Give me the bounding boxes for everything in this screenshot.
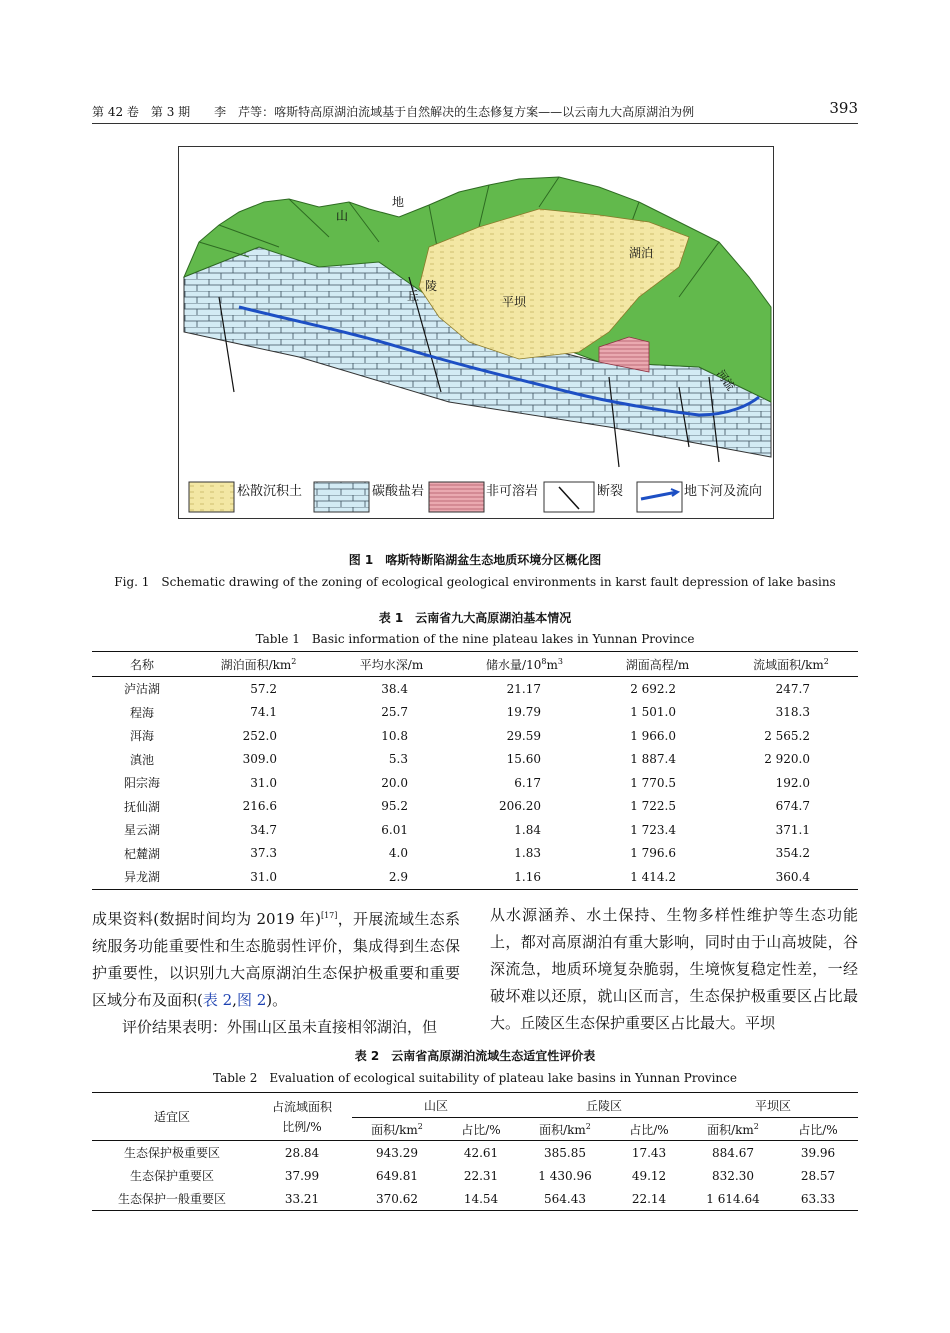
table2-value-cell: 39.96 (800, 1145, 836, 1160)
figure-illustration (179, 147, 773, 518)
table1-value-cell: 74.1 (250, 705, 277, 720)
table1-header-storage: 储水量$/10^8m^3$ (458, 652, 591, 677)
table1-row (92, 677, 858, 701)
table1-value-cell: 360.4 (724, 865, 858, 889)
table1-value-cell: 4.0 (388, 846, 408, 861)
table1-value-cell: 6.01 (381, 822, 408, 837)
table2-value-cell: 33.21 (252, 1187, 352, 1211)
label-shan: 山 (336, 209, 349, 223)
table1-value-cell: 1 966.0 (630, 728, 676, 743)
lake-name-cell: 程海 (129, 705, 154, 720)
table1-value-cell: 2.9 (325, 865, 458, 889)
table2-value-cell: 28.84 (284, 1145, 320, 1160)
table1-value-cell: 1 887.4 (630, 752, 676, 767)
table1-row (92, 701, 858, 725)
table2-header-zone: 适宜区 (92, 1093, 252, 1141)
body-left-para2: 评价结果表明：外围山区虽未直接相邻湖泊，但 (122, 1018, 438, 1036)
table2-value-cell: 564.43 (520, 1187, 610, 1211)
table1-value-cell: 31.0 (192, 865, 325, 889)
table1-value-cell: 37.3 (250, 846, 277, 861)
table2-sub-area: 面积$/km^2$ (688, 1118, 778, 1141)
table1-value-cell: 674.7 (775, 799, 810, 814)
lake-name-cell: 洱海 (129, 729, 154, 744)
zone-name-cell: 生态保护重要区 (129, 1169, 214, 1183)
label-river: 河流 (713, 367, 738, 394)
table2-sub-pct: 占比/% (442, 1118, 520, 1141)
journal-header: 第 42 卷 第 3 期 李 芹等：喀斯特高原湖泊流域基于自然解决的生态修复方案——以云南九大高原湖泊为例 (92, 105, 695, 119)
table1-row (92, 724, 858, 748)
table2-group-mountain: 山区 (352, 1093, 520, 1118)
table1-value-cell: 318.3 (775, 705, 810, 720)
table2-value-cell: 17.43 (631, 1145, 667, 1160)
table1-value-cell: 1 770.5 (630, 775, 676, 790)
citation-ref[interactable]: [17] (320, 911, 338, 920)
table2-value-cell: 370.62 (352, 1187, 442, 1211)
table2-row (92, 1187, 858, 1211)
table1-value-cell: 1.84 (514, 822, 541, 837)
legend-sediment: 松散沉积土 (237, 484, 303, 499)
table1-value-cell: 1 722.5 (630, 799, 676, 814)
table2-value-cell: 49.12 (631, 1168, 667, 1183)
table1-value-cell: 31.0 (250, 775, 277, 790)
table1-value-cell: 1 414.2 (591, 865, 724, 889)
legend-fault: 断裂 (597, 484, 624, 499)
table1-value-cell: 95.2 (381, 799, 408, 814)
table1-value-cell: 1.16 (458, 865, 591, 889)
table1-value-cell: 10.8 (381, 728, 408, 743)
table2-value-cell: 884.67 (712, 1145, 754, 1160)
figure-caption-cn: 图 1 喀斯特断陷湖盆生态地质环境分区概化图 (348, 553, 602, 567)
table2-value-cell: 649.81 (376, 1168, 418, 1183)
table1-row (92, 748, 858, 772)
label-qiu: 丘 (407, 289, 420, 303)
table2-value-cell: 1 430.96 (538, 1168, 592, 1183)
table1-value-cell: 19.79 (506, 705, 541, 720)
body-right-column: 从水源涵养、水土保持、生物多样性维护等生态功能上，都对高原湖泊有重大影响，同时由于山高坡陡，谷深流急，地质环境复杂脆弱，生境恢复稳定性差，一经破坏难以还原，就山区而言，生态保护极重要区占比最大。丘陵区生态保护重要区占比最大。平坝 (490, 906, 858, 1032)
table1-value-cell: 29.59 (506, 728, 541, 743)
table2-value-cell: 63.33 (778, 1187, 858, 1211)
table2-value-cell: 1 614.64 (688, 1187, 778, 1211)
table1-value-cell: 5.3 (388, 752, 408, 767)
label-ling: 陵 (425, 279, 438, 293)
table1-row (92, 771, 858, 795)
table1-value-cell: 192.0 (775, 775, 810, 790)
lake-name-cell: 异龙湖 (92, 865, 192, 889)
table1-header-row (92, 652, 858, 677)
lake-name-cell: 抚仙湖 (123, 799, 160, 814)
table2-value-cell: 14.54 (442, 1187, 520, 1211)
table2-row (92, 1164, 858, 1187)
table2-sub-pct: 占比/% (778, 1118, 858, 1141)
table1-value-cell: 371.1 (775, 822, 810, 837)
table2-value-cell: 37.99 (284, 1168, 320, 1183)
table2-group-plain: 平坝区 (688, 1093, 858, 1118)
table1-value-cell: 2 565.2 (764, 728, 810, 743)
table1-value-cell: 216.6 (242, 799, 277, 814)
table1-row (92, 865, 858, 889)
legend-carbonate: 碳酸盐岩 (372, 484, 425, 499)
table2-value-cell: 385.85 (544, 1145, 586, 1160)
table1-header-area: 湖泊面积$/km^2$ (192, 652, 325, 677)
table1-value-cell: 2 692.2 (630, 681, 676, 696)
table2-caption-cn: 表 2 云南省高原湖泊流域生态适宜性评价表 (354, 1049, 596, 1063)
table1-value-cell: 1 723.4 (630, 822, 676, 837)
table2-header-ratio: 占流域面积 比例/% (252, 1093, 352, 1141)
link-table-2[interactable]: 表 2 (202, 991, 233, 1009)
table1-value-cell: 1 501.0 (630, 705, 676, 720)
table2-value-cell: 832.30 (712, 1168, 754, 1183)
lake-name-cell: 滇池 (129, 752, 154, 767)
running-header (92, 99, 858, 124)
table2-caption-en: Table 2 Evaluation of ecological suitability of plateau lake basins in Yunnan Province (213, 1071, 737, 1085)
zone-name-cell: 生态保护一般重要区 (92, 1187, 252, 1211)
link-figure-2[interactable]: 图 2 (236, 991, 267, 1009)
table1-value-cell: 252.0 (242, 728, 277, 743)
table2-sub-area: 面积$/km^2$ (352, 1118, 442, 1141)
body-left-column: 成果资料(数据时间均为 2019 年)[17]，开展流域生态系统服务功能重要性和生态脆弱性评价，集成得到生态保护重要性，以识别九大高原湖泊生态保护极重要和重要区域分布及面积(表 2,图 2)。 评价结果表明：外围山区虽未直接相邻湖泊，但 (92, 910, 460, 1036)
table1-value-cell: 15.60 (506, 752, 541, 767)
lake-name-cell: 杞麓湖 (123, 846, 160, 861)
table1-header-depth: 平均水深/m (325, 652, 458, 677)
table2-value-cell: 943.29 (376, 1145, 418, 1160)
figure-1 (178, 146, 774, 519)
table1-value-cell: 25.7 (381, 705, 408, 720)
table2-group-hill: 丘陵区 (520, 1093, 688, 1118)
table1-value-cell: 206.20 (499, 799, 541, 814)
table-1 (92, 651, 858, 890)
table1-value-cell: 309.0 (242, 752, 277, 767)
table1-value-cell: 21.17 (506, 681, 541, 696)
label-di: 地 (392, 195, 405, 209)
table1-value-cell: 6.17 (514, 775, 541, 790)
table1-caption-cn: 表 1 云南省九大高原湖泊基本情况 (378, 611, 572, 625)
legend-underground-river: 地下河及流向 (684, 484, 763, 499)
table2-row (92, 1141, 858, 1165)
page-number: 393 (829, 99, 858, 117)
table1-row (92, 842, 858, 866)
zone-name-cell: 生态保护极重要区 (123, 1146, 220, 1160)
table1-header-name: 名称 (92, 652, 192, 677)
table1-value-cell: 354.2 (775, 846, 810, 861)
legend-noncarbonate: 非可溶岩 (486, 484, 539, 499)
table1-value-cell: 20.0 (381, 775, 408, 790)
lake-name-cell: 阳宗海 (123, 776, 160, 791)
table2-value-cell: 22.14 (610, 1187, 688, 1211)
table1-value-cell: 247.7 (775, 681, 810, 696)
table1-value-cell: 1.83 (514, 846, 541, 861)
table1-value-cell: 1 796.6 (630, 846, 676, 861)
lake-name-cell: 星云湖 (123, 823, 160, 838)
table2-sub-pct: 占比/% (610, 1118, 688, 1141)
table1-value-cell: 2 920.0 (764, 752, 810, 767)
label-hupo: 湖泊 (629, 246, 654, 260)
table1-row (92, 795, 858, 819)
lake-name-cell: 泸沽湖 (123, 682, 160, 697)
figure-caption-en: Fig. 1 Schematic drawing of the zoning of ecological geological environments in karst fault depression of lake basins (114, 575, 836, 589)
table-2 (92, 1092, 858, 1211)
table1-row (92, 818, 858, 842)
table1-value-cell: 38.4 (381, 681, 408, 696)
table1-value-cell: 57.2 (250, 681, 277, 696)
table1-caption-en: Table 1 Basic information of the nine plateau lakes in Yunnan Province (255, 632, 695, 646)
table2-value-cell: 42.61 (463, 1145, 499, 1160)
table2-sub-area: 面积$/km^2$ (520, 1118, 610, 1141)
table1-value-cell: 34.7 (250, 822, 277, 837)
label-pingba: 平坝 (502, 295, 527, 309)
table1-header-basin: 流域面积$/km^2$ (724, 652, 858, 677)
table2-value-cell: 28.57 (800, 1168, 836, 1183)
table2-value-cell: 22.31 (463, 1168, 499, 1183)
table1-header-elevation: 湖面高程/m (591, 652, 724, 677)
